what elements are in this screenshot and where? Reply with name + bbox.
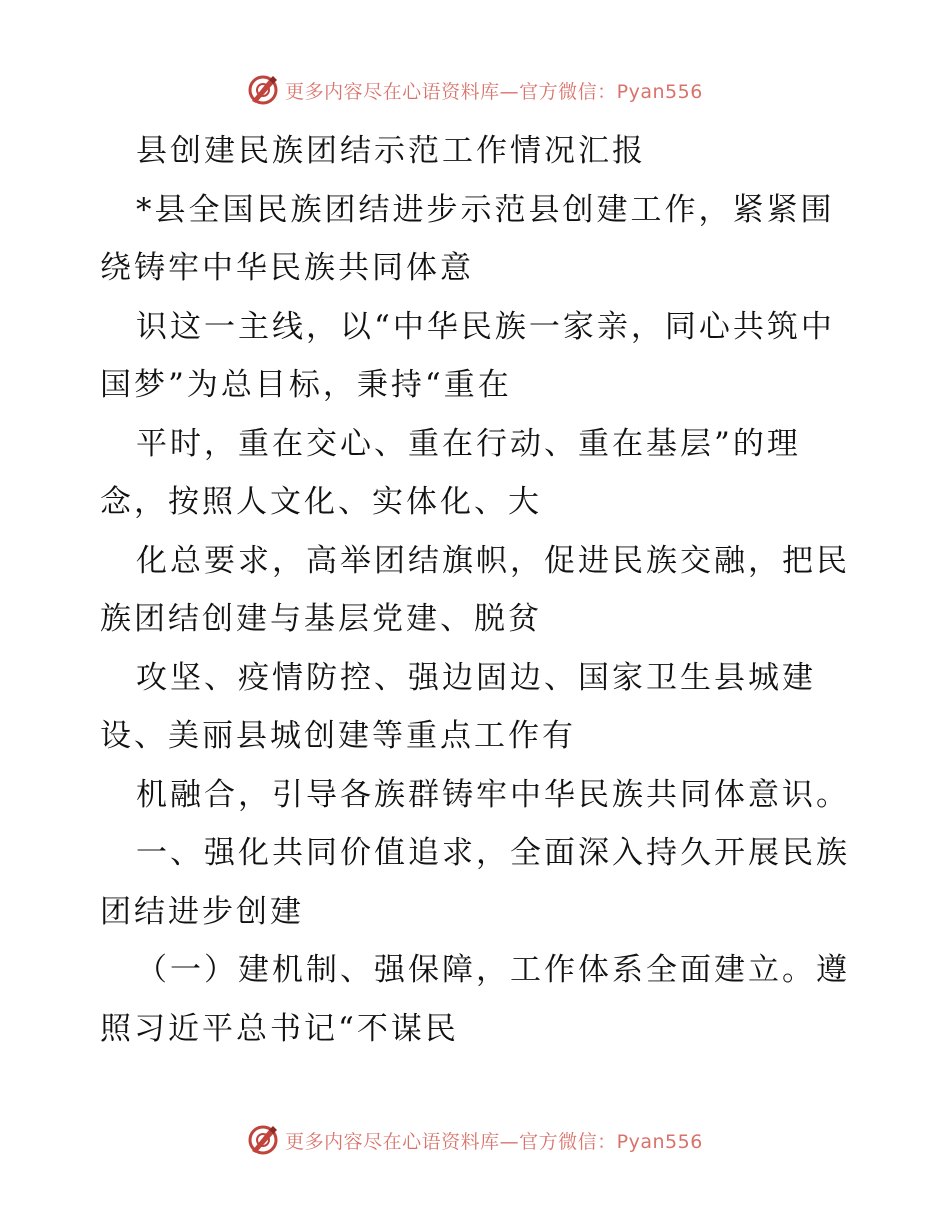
text-line: 族团结创建与基层党建、脱贫: [100, 601, 542, 637]
text-line: （一）建机制、强保障，工作体系全面建立。遵: [136, 952, 850, 988]
text-line: 国梦”为总目标，秉持“重在: [100, 367, 512, 403]
document-body: [100, 122, 860, 1058]
pen-logo-icon: [247, 74, 279, 106]
text-line: 照习近平总书记“不谋民: [100, 1010, 459, 1047]
text-line: 县创建民族团结示范工作情况汇报: [136, 133, 646, 169]
text-line: 团结进步创建: [100, 893, 304, 930]
text-line: 攻坚、疫情防控、强边固边、国家卫生县城建: [136, 659, 816, 696]
text-line: 化总要求，高举团结旗帜，促进民族交融，把民: [136, 542, 850, 579]
watermark-text: 更多内容尽在心语资料库—官方微信：Pyan556: [285, 80, 703, 103]
text-line: *县全国民族团结进步示范县创建工作，紧紧围: [136, 191, 835, 228]
footer-watermark: [0, 1120, 950, 1160]
pen-logo-icon: [247, 1124, 279, 1156]
text-line: 设、美丽县城创建等重点工作有: [100, 718, 576, 754]
text-line: 机融合，引导各族群铸牢中华民族共同体意识。: [136, 776, 850, 813]
text-line: 一、强化共同价值追求，全面深入持久开展民族: [136, 835, 850, 871]
text-line: 念，按照人文化、实体化、大: [100, 484, 542, 520]
text-line: 识这一主线，以“中华民族一家亲，同心共筑中: [136, 308, 835, 345]
header-watermark: [0, 70, 950, 110]
text-line: 平时，重在交心、重在行动、重在基层”的理: [136, 425, 801, 462]
text-line: 绕铸牢中华民族共同体意: [100, 250, 474, 286]
watermark-text: 更多内容尽在心语资料库—官方微信：Pyan556: [285, 1130, 703, 1153]
